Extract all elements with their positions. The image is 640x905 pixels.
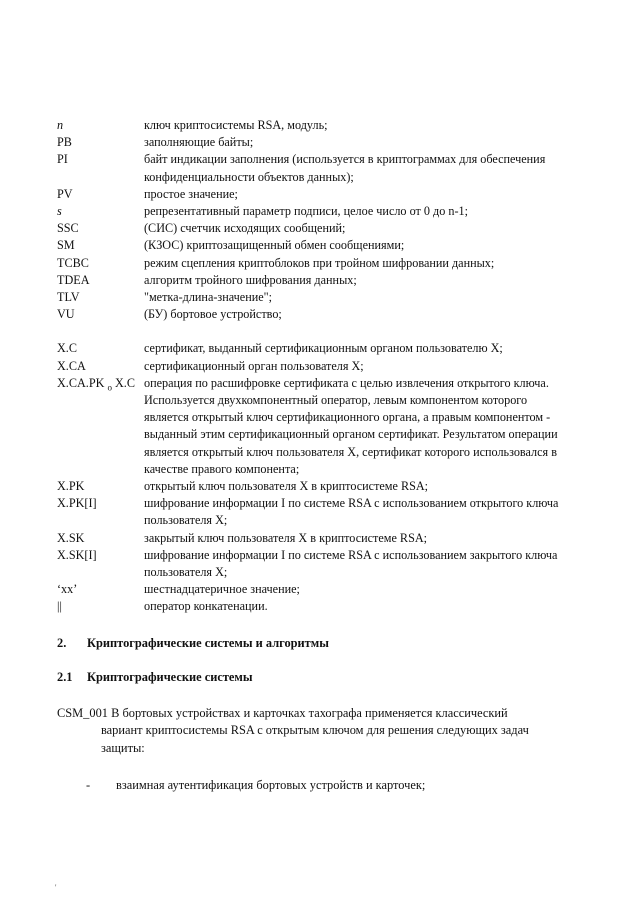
- definition-term: [57, 117, 144, 134]
- section-title: Криптографические системы и алгоритмы: [87, 636, 329, 650]
- requirement-line-1: В бортовых устройствах и карточках тахографа применяется классический: [111, 706, 508, 720]
- definition-description: "метка-длина-значение";: [144, 290, 273, 305]
- term-operator: o: [107, 382, 112, 393]
- definition-description: режим сцепления криптоблоков при тройном шифровании данных;: [144, 255, 495, 270]
- definition-term: [57, 220, 144, 237]
- definition-description: (КЗОС) криптозащищенный обмен сообщениями;: [144, 238, 405, 253]
- definition-description: сертификационный орган пользователя X;: [144, 358, 364, 373]
- abbreviation-list: [57, 117, 567, 616]
- definition-row: [57, 237, 567, 254]
- definition-row: [57, 255, 567, 272]
- definition-term: [57, 478, 144, 495]
- definition-description: простое значение;: [144, 186, 238, 201]
- term-text: TCBC: [57, 255, 89, 270]
- definition-description: открытый ключ пользователя X в криптосистеме RSA;: [144, 479, 429, 494]
- definition-description: ключ криптосистемы RSA, модуль;: [144, 118, 328, 132]
- term-text: ||: [57, 599, 62, 614]
- definition-description: шифрование информации I по системе RSA с использованием открытого ключа пользователя X;: [144, 496, 559, 528]
- section-number: 2.1: [57, 670, 73, 684]
- requirement-line-3: защиты:: [101, 740, 145, 755]
- definition-row: [57, 530, 567, 547]
- definition-description: заполняющие байты;: [144, 135, 254, 150]
- definition-description: (СИС) счетчик исходящих сообщений;: [144, 221, 346, 236]
- term-text: TLV: [57, 290, 80, 305]
- definition-row: [57, 289, 567, 306]
- definition-description: сертификат, выданный сертификационным органом пользователю X;: [144, 341, 503, 356]
- definition-term: [57, 203, 144, 220]
- definition-description: оператор конкатенации.: [144, 599, 268, 614]
- spacer: [57, 323, 567, 340]
- term-text: X.PK: [57, 479, 85, 494]
- definition-description: шестнадцатеричное значение;: [144, 582, 300, 597]
- term-text: X.C: [57, 341, 77, 356]
- term-text: SM: [57, 238, 75, 253]
- bullet-text: взаимная аутентификация бортовых устройств и карточек;: [116, 778, 426, 792]
- definition-description: закрытый ключ пользователя X в криптосистеме RSA;: [144, 530, 428, 545]
- definition-description: операция по расшифровке сертификата с целью извлечения открытого ключа. Используется двухкомпонентный оператор, левым компонентом которого является открытый ключ сертификационного органа, а правым компонентом - выданный этим сертификационный органом сертификат. Результатом операции является открытый ключ пользователя X, сертификат которого использовался в качестве правого компонента;: [144, 375, 558, 476]
- definition-term: [57, 598, 144, 615]
- definition-row: [57, 117, 567, 134]
- term-text: X.CA: [57, 358, 86, 373]
- definition-row: [57, 547, 567, 581]
- term-text: X.SK[I]: [57, 547, 97, 562]
- definition-row: [57, 272, 567, 289]
- term-operand: X.C: [115, 375, 135, 390]
- definition-row: [57, 375, 567, 478]
- bullet-dash: -: [86, 778, 91, 792]
- definition-row: [57, 581, 567, 598]
- bullet-item: [86, 778, 425, 793]
- definition-term: [57, 272, 144, 289]
- definition-term: [57, 255, 144, 272]
- definition-description: (БУ) бортовое устройство;: [144, 307, 282, 322]
- definition-description: репрезентативный параметр подписи, целое число от 0 до n-1;: [144, 204, 468, 219]
- definition-row: [57, 306, 567, 323]
- term-text: X.PK[I]: [57, 496, 97, 511]
- term-text: PV: [57, 186, 73, 201]
- definition-row: [57, 495, 567, 529]
- term-text: VU: [57, 307, 75, 322]
- definition-term: [57, 289, 144, 306]
- definition-row: [57, 358, 567, 375]
- definition-row: [57, 598, 567, 615]
- term-text: TDEA: [57, 272, 90, 287]
- definition-term: [57, 375, 144, 478]
- section-heading-2-1: [57, 670, 253, 685]
- definition-row: [57, 478, 567, 495]
- requirement-line-2: вариант криптосистемы RSA с открытым ключом для решения следующих задач: [101, 723, 529, 738]
- definition-term: [57, 358, 144, 375]
- definition-description: шифрование информации I по системе RSA с использованием закрытого ключа пользователя X;: [144, 547, 558, 580]
- definition-description: байт индикации заполнения (используется в криптограммах для обеспечения конфиденциальности объектов данных);: [144, 152, 546, 184]
- term-text: n: [57, 118, 64, 132]
- definition-term: [57, 581, 144, 598]
- term-text: PB: [57, 135, 72, 150]
- definition-row: [57, 186, 567, 203]
- definition-term: [57, 340, 144, 357]
- definition-row: [57, 203, 567, 220]
- definition-description: алгоритм тройного шифрования данных;: [144, 272, 357, 287]
- definition-term: [57, 495, 144, 529]
- term-text: X.SK: [57, 530, 85, 545]
- section-title: Криптографические системы: [87, 670, 253, 684]
- definition-term: [57, 306, 144, 323]
- term-text: ‘xx’: [57, 582, 78, 597]
- definition-term: [57, 151, 144, 185]
- definition-row: [57, 151, 567, 185]
- definition-term: [57, 186, 144, 203]
- term-text: X.CA.PK: [57, 375, 105, 390]
- term-text: s: [57, 204, 62, 219]
- term-text: PI: [57, 152, 68, 167]
- requirement-id: CSM_001: [57, 706, 108, 720]
- requirement-csm-001: [57, 705, 567, 757]
- section-number: 2.: [57, 636, 67, 650]
- term-text: SSC: [57, 221, 79, 236]
- definition-row: [57, 134, 567, 151]
- definition-row: [57, 340, 567, 357]
- section-heading-2: [57, 636, 329, 651]
- definition-term: [57, 530, 144, 547]
- definition-term: [57, 547, 144, 581]
- definition-row: [57, 220, 567, 237]
- definition-term: [57, 134, 144, 151]
- definition-term: [57, 237, 144, 254]
- page-mark: ': [55, 883, 57, 892]
